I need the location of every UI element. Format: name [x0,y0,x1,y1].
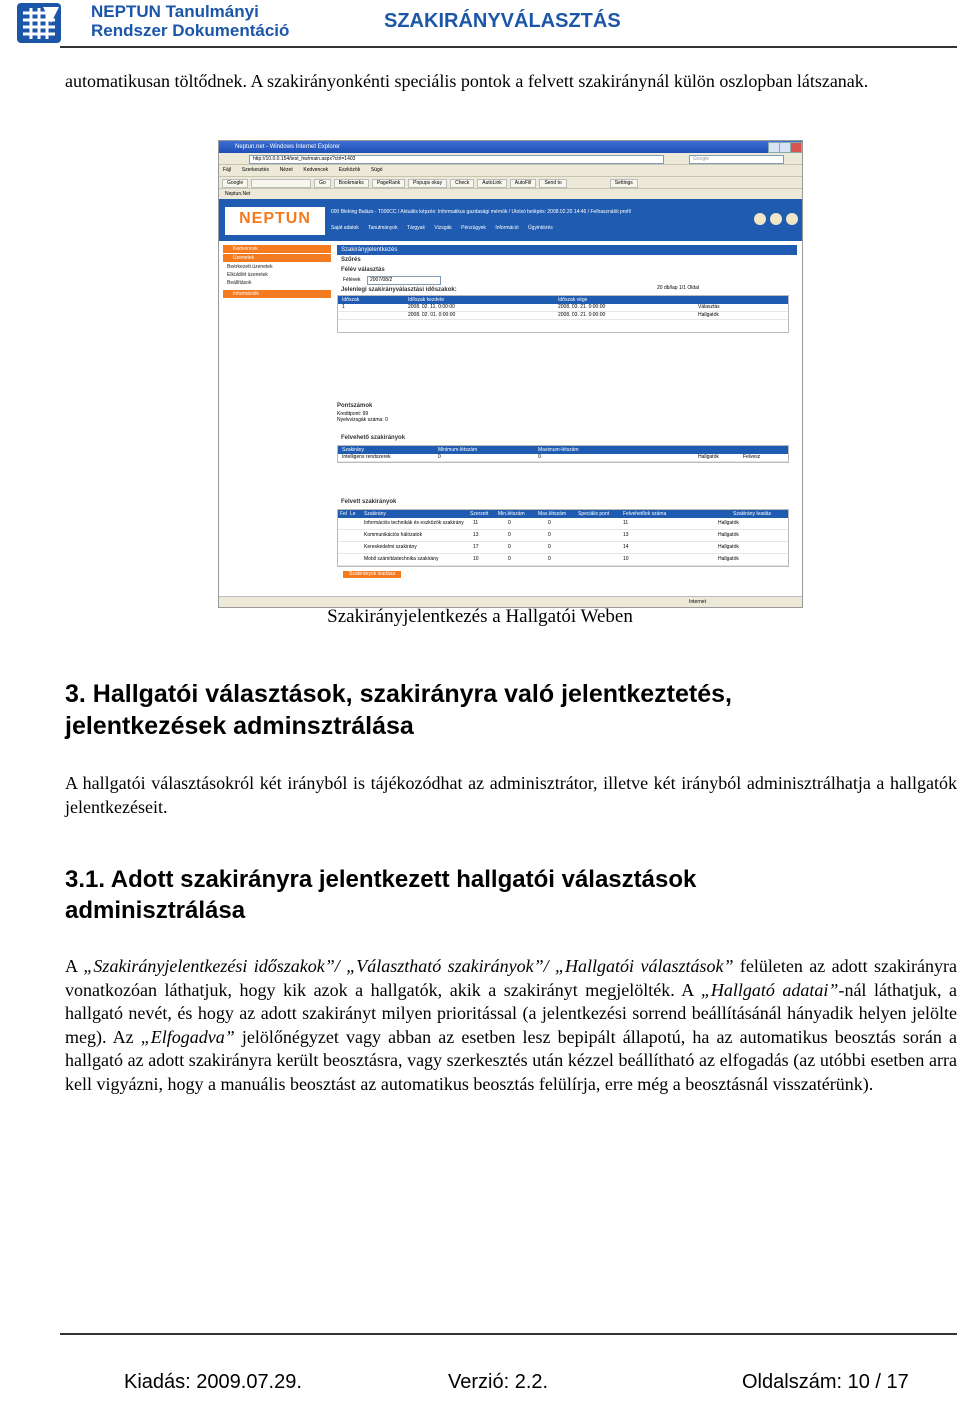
col-period: Időszak [342,297,360,303]
neptun-top-banner [219,199,802,241]
cell-link[interactable]: Hallgatók [718,544,739,550]
menu-exams[interactable]: Vizsgák [434,225,452,231]
cell-link[interactable]: Választás [698,304,720,310]
section3-paragraph: A hallgatói választásokról két irányból is tájékozódhat az adminisztrátor, illetve két irányból adminisztrálhatja a hallgatók jelentkezéseit. [65,773,957,817]
cell: 10 [473,556,479,562]
text-run: A [65,956,84,976]
table-header [338,296,788,304]
menu-help[interactable]: Súgó [370,167,383,173]
sidebar-item-inbox[interactable]: Beérkezett üzenetek [227,264,273,270]
sidebar-favorites[interactable]: Kedvencek [223,245,331,253]
neptun-main-panel [337,245,797,577]
col-earned: Szerzett [470,511,489,517]
cell: 0 [508,532,511,538]
cell: 0 [548,556,551,562]
pager-page-word: Oldal [687,285,699,291]
table-row[interactable] [338,304,788,312]
points-heading: Pontszámok [337,403,373,409]
menu-path-reference: „Szakirányjelentkezési időszakok”/ „Választható szakirányok”/ „Hallgatói választások” [83,956,734,976]
periods-table [337,295,789,333]
col-count: Felvehetőek száma [623,511,667,517]
table-header [338,446,788,454]
toolbar-autofill[interactable]: AutoFill [510,179,537,188]
toolbar-settings[interactable]: Settings [610,179,638,188]
menu-subjects[interactable]: Tárgyak [406,225,425,231]
col-min: Min.létszám [498,511,525,517]
cell: 17 [473,544,479,550]
footer-issued: Kiadás: 2009.07.29. [124,1371,302,1393]
pager-page[interactable]: 1/1 [678,285,686,291]
sidebar-messages[interactable]: Üzenetek [223,254,331,262]
address-bar [219,153,802,165]
cell: 0 [548,532,551,538]
footer-page-number: Oldalszám: 10 / 17 [742,1371,909,1393]
address-input[interactable]: http://10.0.0.154/test_hw/main.aspx?ctrl=1403 [249,155,664,164]
cell: 0 [548,520,551,526]
page-title: Szakirányjelentkezés [337,245,797,255]
col-end: Időszak vége [558,297,588,303]
help-icon[interactable] [754,213,766,225]
toolbar-check[interactable]: Check [450,179,474,188]
google-toolbar [219,177,802,189]
document-title: SZAKIRÁNYVÁLASZTÁS [384,10,621,32]
home-icon[interactable] [770,213,782,225]
cell-link[interactable]: Hallgatók [718,532,739,538]
cell: Mobil számítástechnika szakirány [364,556,439,562]
section31-heading [65,864,696,926]
neptun-logo-icon [17,3,61,43]
close-icon[interactable] [790,142,802,153]
menu-finances[interactable]: Pénzügyek [461,225,486,231]
search-input[interactable]: Google [689,155,784,164]
text-run: felületen az adott szakirányra vonatkozóan láthatjuk, hogy kik azok a hallgatók, akik a szakirányt megjelölték. A [65,956,957,1000]
toolbar-autolink[interactable]: AutoLink [477,179,506,188]
section31-heading-line2: adminisztrálása [65,897,246,924]
section3-heading-line2: jelentkezések adminsztrálása [65,712,414,740]
cell: 0 [438,454,441,460]
text-run: jelölőnégyzet vagy abban az esetben lesz bepipált állapotú, ha az automatikus beosztás során a hallgató az adott szakirányra került beosztásra, vagy szerkesztés után kézzel beállítható az elfogadás (az utóbbi esetben arra kell vigyázni, hogy a manuális beosztást az automatikus beosztás felülírja, erre még a beosztásnál visszatérünk). [65,1026,957,1094]
points-panel [337,401,427,423]
neptun-page-logo: NEPTUN [225,207,325,235]
table-filler [338,320,788,332]
exit-icon[interactable] [786,213,798,225]
browser-window-title: Neptun.net - Windows Internet Explorer [235,144,341,150]
tab-neptun[interactable]: Neptun.Net [225,191,251,197]
sidebar-item-sent[interactable]: Elküldött üzenetek [227,272,268,278]
text-run: -nál láthatjuk, a hallgató nevét, és hogy az adott szakirányt milyen prioritással (a jelentkezési sorrend beállításánál hányadik helyen jelölte meg). Az [65,979,957,1047]
figure-caption: Szakirányjelentkezés a Hallgatói Weben [327,606,633,627]
language-exams-row [337,417,427,423]
page-header [0,0,960,46]
footer-divider [60,1333,957,1335]
cell: 0 [538,454,541,460]
menu-studies[interactable]: Tanulmányok [368,225,398,231]
cell: 13 [623,532,629,538]
toolbar-popups[interactable]: Popups okay [408,179,447,188]
toolbar-go[interactable]: Go [314,179,331,188]
table-row[interactable] [338,530,788,542]
neptun-sidebar [223,245,331,299]
browser-title-bar [219,141,802,153]
cell-link[interactable]: Hallgatók [698,312,719,318]
cell: 11 [623,520,629,526]
taken-heading: Felvett szakirányok [341,499,397,505]
semester-row [337,275,797,285]
drop-specializations-button[interactable]: Szakirányok leadása [343,571,401,578]
col-drop: Szakirány leadás [733,511,772,517]
pager-per-page: db/lap [663,285,678,291]
neptun-main-menu [331,225,561,235]
col-down: Le [350,511,356,517]
periods-heading: Jelenlegi szakirányválasztási időszakok: [341,287,457,293]
cell-link[interactable]: Hallgatók [698,454,719,460]
cell: Kommunikációs hálózatok [364,532,423,538]
available-table [337,445,789,463]
cell: 2008. 02. 11. 0:00:00 [408,304,455,310]
sidebar-item-settings[interactable]: Beállítások [227,280,252,286]
footer-version: Verzió: 2.2. [448,1371,549,1393]
cell: 0 [508,520,511,526]
credit-points-label: Kreditpont: [337,411,362,417]
menu-edit[interactable]: Szerkesztés [241,167,269,173]
table-row[interactable] [338,518,788,530]
table-row[interactable] [338,454,788,462]
pager-size[interactable]: 20 [657,285,663,291]
col-specialization: Szakirány [364,511,386,517]
toolbar-pagerank[interactable]: PageRank [372,179,405,188]
col-min: Minimum-létszám [438,447,478,453]
language-exams-label: Nyelvvizsgák száma: [337,417,384,423]
menu-administration[interactable]: Ügyintézés [528,225,553,231]
semester-choice-heading: Félév választás [341,267,385,273]
table-header [338,510,788,518]
menu-file[interactable]: Fájl [223,167,232,173]
credit-points-value: 99 [362,411,369,417]
status-zone: Internet [689,599,706,605]
language-exams-value: 0 [385,417,388,423]
brand-title [91,2,289,40]
add-link[interactable]: Felvesz [743,454,761,460]
user-info-strip: 000 Bleking Balázs - T000CC / Aktuális képzés: Informatikus gazdasági mérnök / Utolsó belépés: 2008.02.20 14:46 / Felhasználói profil [331,209,631,215]
cell: 0 [548,544,551,550]
cell-link[interactable]: Hallgatók [718,520,739,526]
section31-heading-line1: 3.1. Adott szakirányra jelentkezett hallgatói választások [65,866,697,893]
section31-paragraph [65,955,957,1096]
col-start: Időszak kezdete [408,297,445,303]
table-row[interactable] [338,542,788,554]
cell: Intelligens rendszerek [342,454,391,460]
browser-menu-bar [219,165,802,177]
toolbar-google[interactable]: Google [222,179,248,188]
filter-heading: Szűrés [341,257,361,263]
table-row[interactable] [338,554,788,566]
cell: 11 [473,520,479,526]
menu-favorites[interactable]: Kedvencek [303,167,329,173]
cell: Információs technikák és eszközök szakirány [364,520,464,526]
cell: 2008. 03. 21. 0:00:00 [558,304,606,310]
section3-heading-line1: 3. Hallgatói választások, szakirányra való jelentkeztetés, [65,680,732,708]
periods-pager [657,285,699,291]
cell: 1 [342,304,345,310]
toolbar-send-to[interactable]: Send to [539,179,566,188]
menu-tools[interactable]: Eszközök [338,167,361,173]
header-divider [60,46,957,48]
taken-table [337,509,789,567]
cell: 2008. 03. 21. 0:00:00 [558,312,606,318]
menu-information[interactable]: Információ [495,225,519,231]
available-heading: Felvehető szakirányok [341,435,406,441]
accepted-reference: „Elfogadva” [140,1026,235,1047]
figure-screenshot [218,140,803,608]
col-specialization: Szakirány [342,447,364,453]
toolbar-search-box[interactable] [251,179,311,188]
brand-line1: NEPTUN Tanulmányi [91,2,259,21]
semester-label: Félévek [343,277,361,283]
cell-link[interactable]: Hallgatók [718,556,739,562]
col-max: Maximum-létszám [538,447,579,453]
cell: 10 [623,556,629,562]
intro-paragraph: automatikusan töltődnek. A szakirányonkénti speciális pontok a felvett szakiránynál külön oszlopban látszanak. [65,71,869,91]
col-up: Fel [340,511,347,517]
menu-view[interactable]: Nézet [279,167,293,173]
menu-own-data[interactable]: Saját adatok [331,225,359,231]
col-special-points: Speciális pont [578,511,610,517]
cell: 2008. 02. 01. 0:00:00 [408,312,456,318]
cell: 0 [508,544,511,550]
brand-line2: Rendszer Dokumentáció [91,21,290,40]
sidebar-information[interactable]: Információk [223,290,331,298]
student-data-reference: „Hallgató adatai” [700,979,839,1000]
col-max: Max.létszám [538,511,567,517]
cell: 0 [508,556,511,562]
section3-heading [65,678,732,742]
cell: 13 [473,532,479,538]
toolbar-bookmarks[interactable]: Bookmarks [334,179,369,188]
table-row[interactable] [338,312,788,320]
cell: Kereskedelmi szakirány [364,544,417,550]
cell: 14 [623,544,629,550]
semester-select[interactable]: 2007/08/2 [367,276,441,285]
